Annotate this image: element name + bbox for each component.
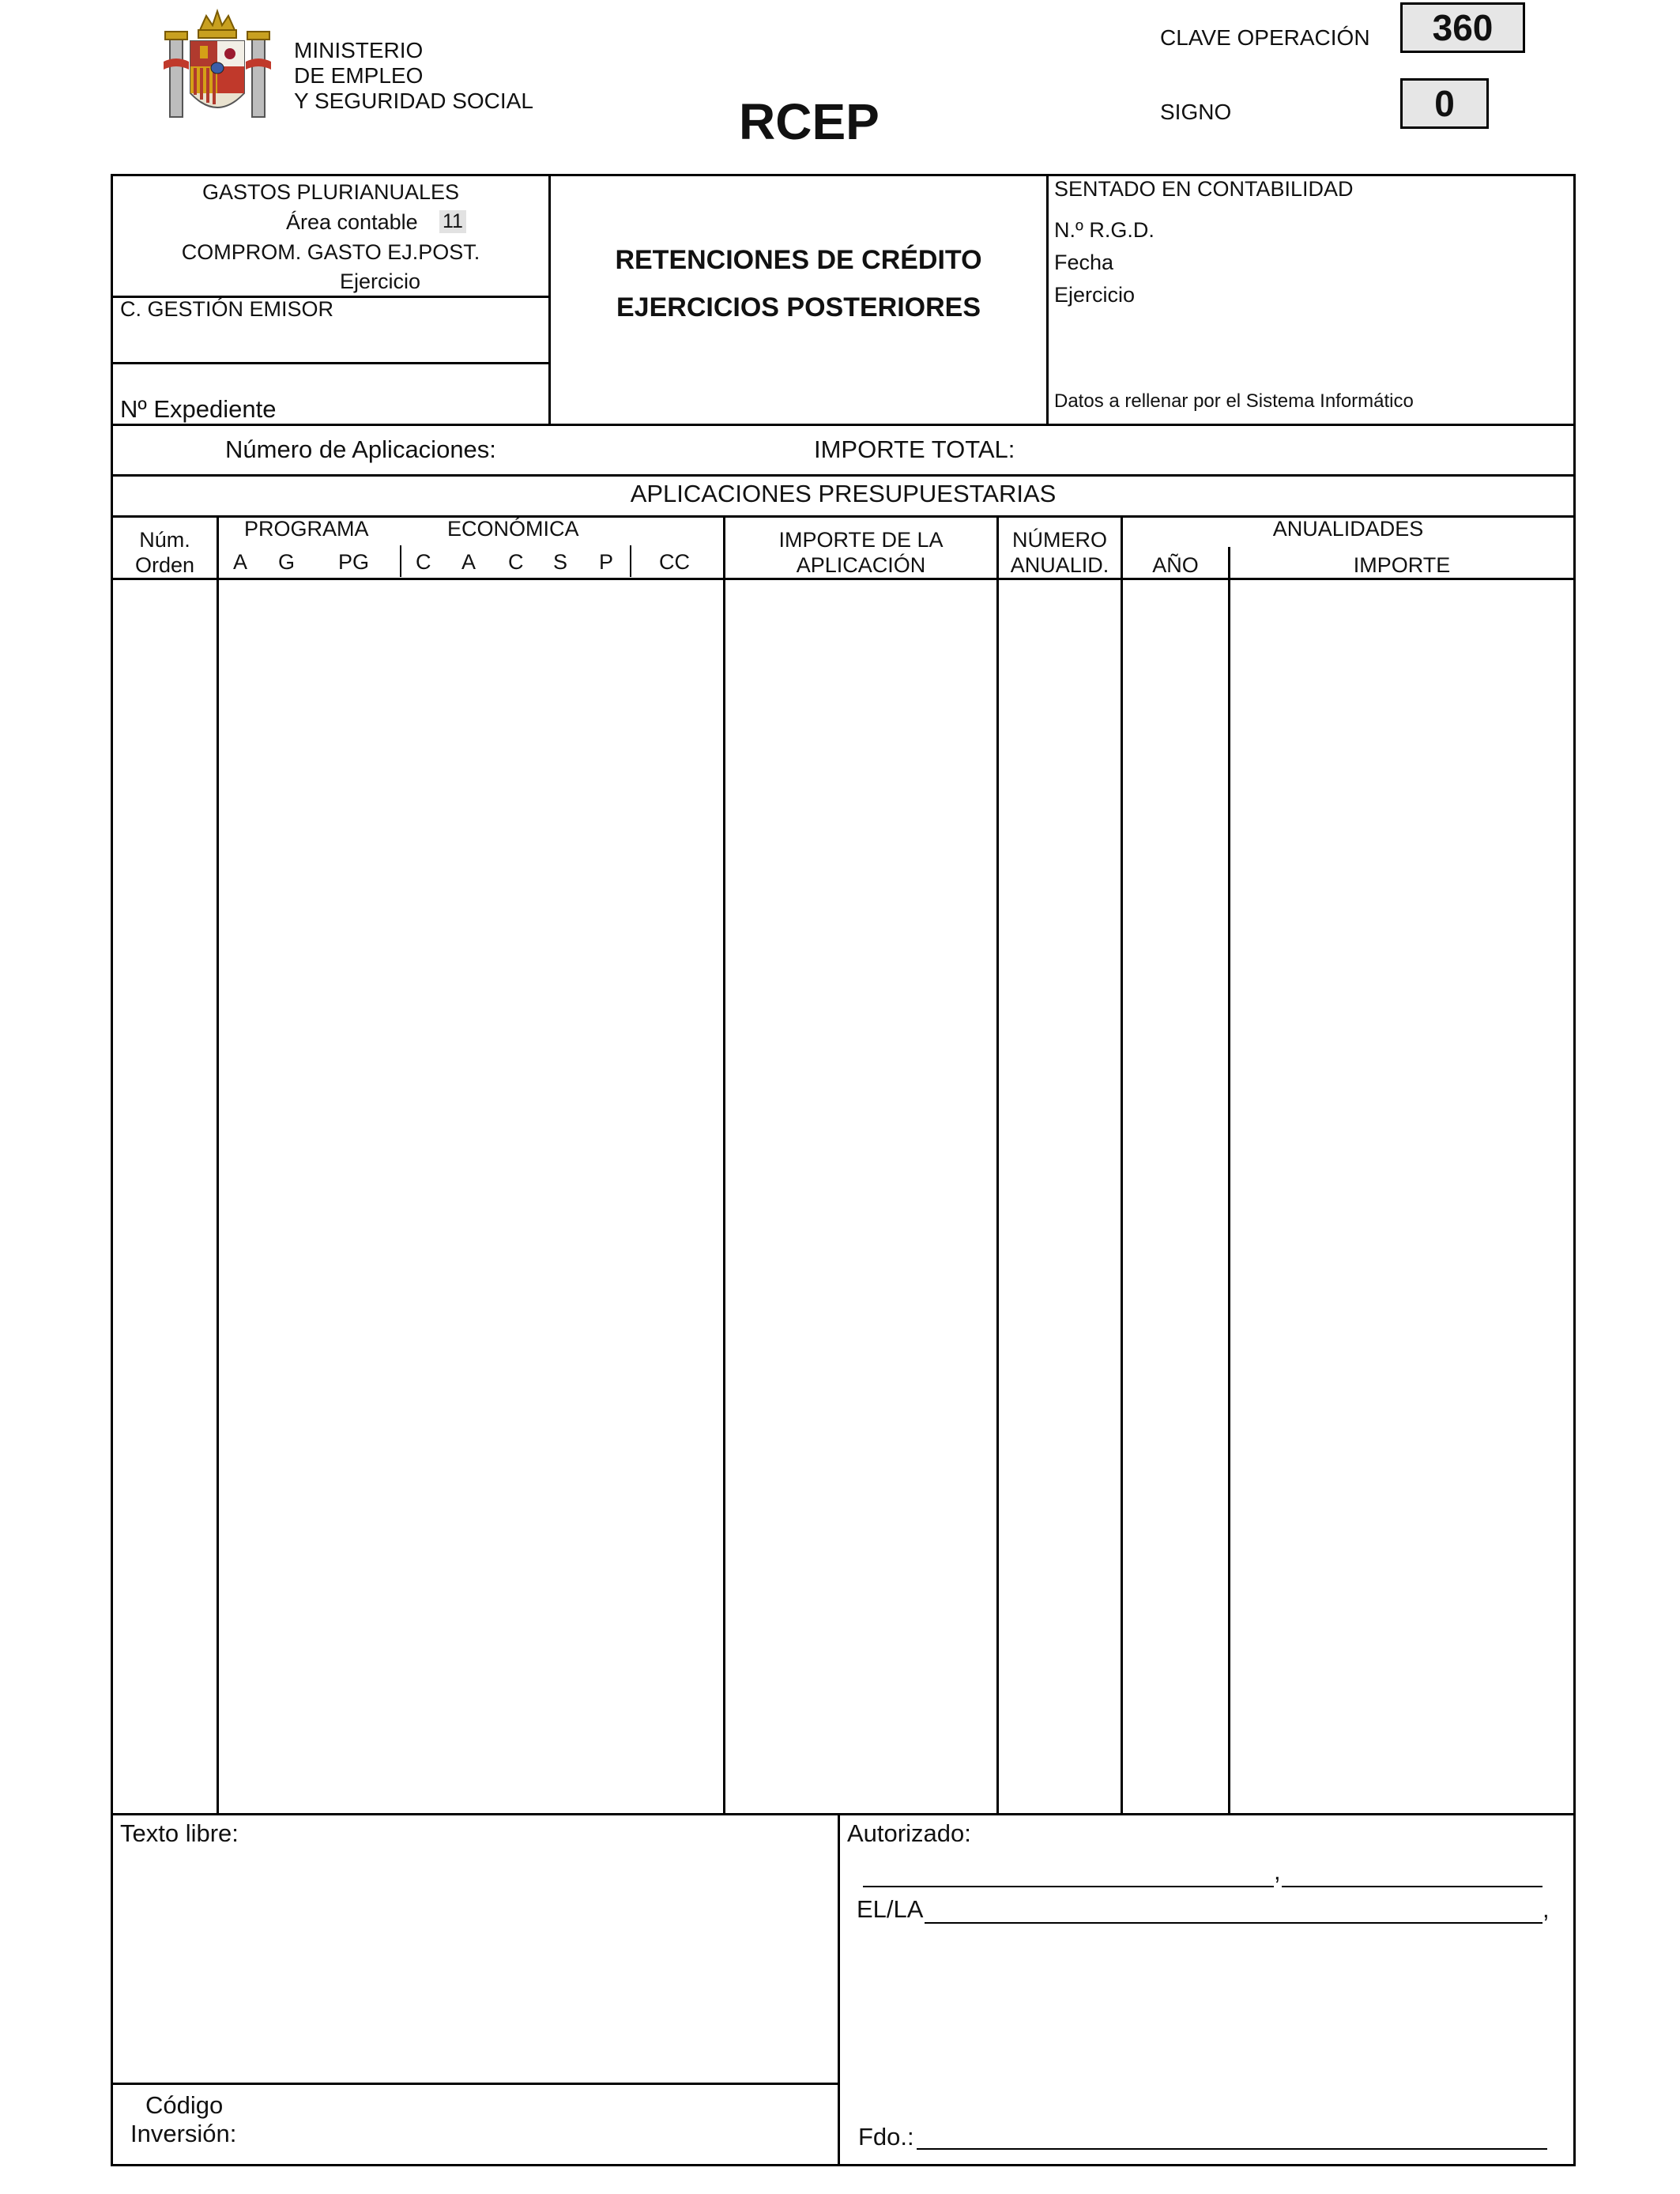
codigo-label: Código [145, 2091, 224, 2119]
col-anio: AÑO [1152, 553, 1199, 577]
col-numero-anualid-1: NÚMERO [1012, 528, 1107, 552]
gastos-plurianuales-label: GASTOS PLURIANUALES [202, 180, 460, 204]
inversion-label: Inversión: [130, 2120, 237, 2147]
eco-col-c2: C [508, 550, 524, 574]
col-num: Núm. [139, 528, 190, 552]
fdo-label: Fdo.: [858, 2123, 914, 2151]
comprom-gasto-label: COMPROM. GASTO EJ.POST. [181, 240, 480, 264]
col-numero-anualid-2: ANUALID. [1010, 553, 1109, 577]
rgd-label: N.º R.G.D. [1054, 218, 1155, 242]
ministry-line-3: Y SEGURIDAD SOCIAL [294, 89, 533, 113]
area-contable-value: 11 [439, 210, 466, 233]
system-note: Datos a rellenar por el Sistema Informático [1054, 390, 1414, 412]
col-orden: Orden [134, 553, 195, 577]
autorizado-label: Autorizado: [847, 1819, 971, 1847]
eco-col-a: A [461, 550, 477, 574]
title-line-1: RETENCIONES DE CRÉDITO [615, 245, 982, 275]
aplicaciones-section-title: APLICACIONES PRESUPUESTARIAS [630, 480, 1057, 507]
fecha-label: Fecha [1054, 251, 1114, 274]
title-line-2: EJERCICIOS POSTERIORES [616, 292, 981, 322]
clave-operacion-label: CLAVE OPERACIÓN [1160, 25, 1370, 50]
eco-col-c1: C [416, 550, 431, 574]
texto-libre-label: Texto libre: [120, 1819, 239, 1847]
ministry-line-1: MINISTERIO [294, 38, 424, 62]
prog-col-g: G [278, 550, 296, 574]
eco-col-p: P [599, 550, 614, 574]
col-importe-aplicacion-1: IMPORTE DE LA [778, 528, 944, 552]
sentado-contabilidad-label: SENTADO EN CONTABILIDAD [1054, 177, 1354, 201]
col-importe: IMPORTE [1353, 553, 1451, 577]
gestion-emisor-label: C. GESTIÓN EMISOR [120, 297, 334, 321]
col-cc: CC [659, 550, 690, 574]
prog-col-a: A [233, 550, 248, 574]
form-code: RCEP [739, 93, 880, 150]
area-contable-label: Área contable [286, 210, 418, 234]
col-programa: PROGRAMA [244, 517, 369, 541]
el-la-label: EL/LA [857, 1895, 924, 1923]
coat-of-arms-logo [162, 6, 273, 125]
signo-value: 0 [1400, 78, 1489, 129]
ejercicio-label: Ejercicio [340, 270, 421, 293]
expediente-label: Nº Expediente [120, 395, 277, 423]
signo-label: SIGNO [1160, 100, 1232, 124]
col-economica: ECONÓMICA [447, 517, 579, 541]
num-aplicaciones-label: Número de Aplicaciones: [225, 435, 496, 463]
clave-operacion-value: 360 [1400, 2, 1525, 53]
ministry-line-2: DE EMPLEO [294, 63, 424, 88]
importe-total-label: IMPORTE TOTAL: [814, 435, 1015, 463]
fdo-signature-line [917, 2148, 1547, 2150]
eco-col-s: S [553, 550, 568, 574]
prog-col-pg: PG [338, 550, 370, 574]
col-anualidades: ANUALIDADES [1272, 517, 1424, 541]
col-importe-aplicacion-2: APLICACIÓN [796, 553, 926, 577]
ejercicio-contable-label: Ejercicio [1054, 283, 1136, 307]
